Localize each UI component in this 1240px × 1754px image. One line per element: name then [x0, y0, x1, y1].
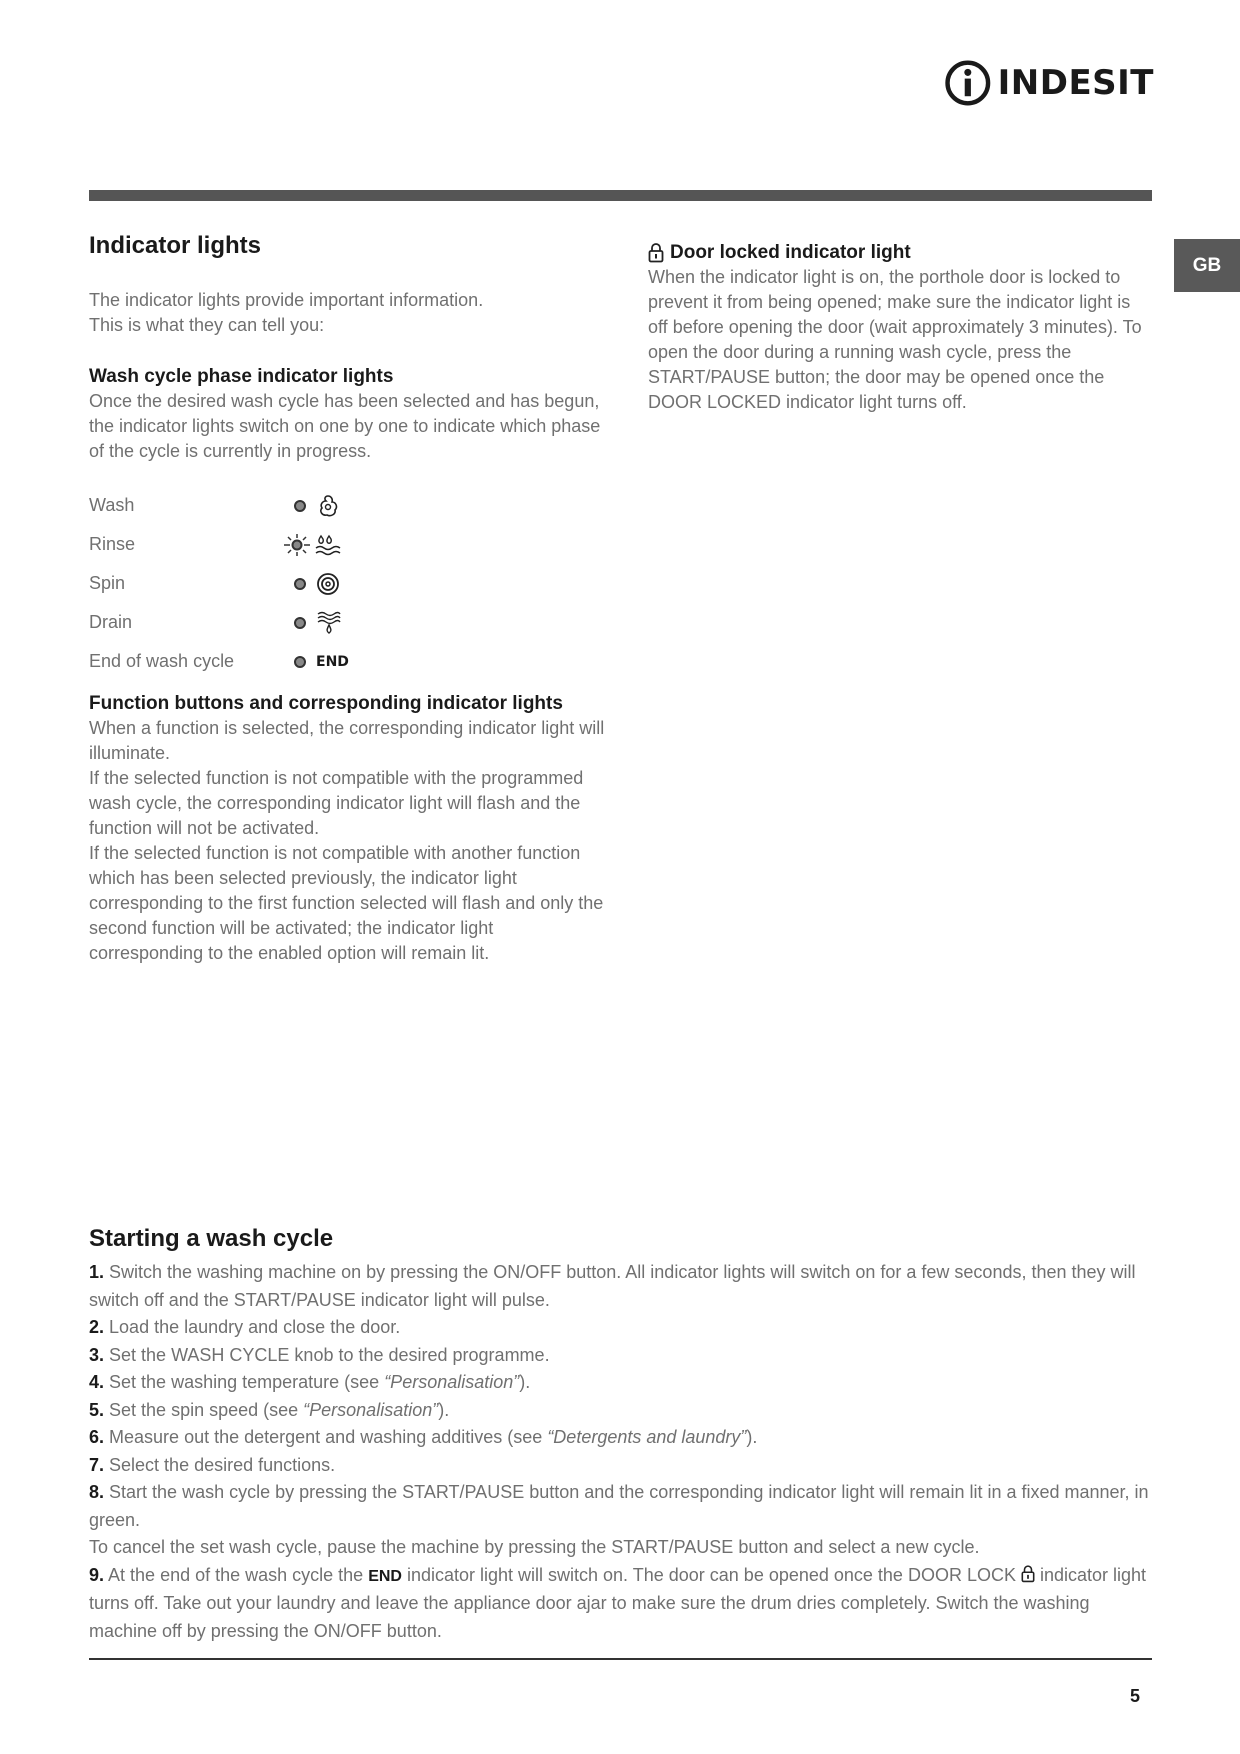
right-column	[648, 240, 1153, 415]
brand-logo	[944, 54, 1154, 112]
flashing-indicator-icon	[282, 533, 312, 557]
phase-label: Wash	[89, 495, 135, 515]
list-item: 7. Select the desired functions.	[89, 1454, 336, 1475]
header-rule	[89, 190, 1152, 201]
function-paragraph-1: When a function is selected, the corresponding indicator light will illuminate.	[89, 718, 605, 763]
cancel-note: To cancel the set wash cycle, pause the machine by pressing the START/PAUSE button and select a new cycle.	[89, 1537, 980, 1557]
list-item: 8. Start the wash cycle by pressing the START/PAUSE button and the corresponding indicator light will remain lit in a fixed manner, in green.	[89, 1482, 1149, 1530]
function-title: Function buttons and corresponding indicator lights	[89, 693, 563, 714]
function-paragraph-3: If the selected function is not compatible with another function which has been selected previously, the indicator light corresponding to the first function selected will flash and only the second function will be activated; the indicator light corresponding to the enabled option will remain lit.	[89, 843, 604, 963]
indicator-dot	[294, 656, 306, 668]
phase-table	[89, 486, 609, 681]
brand-name: INDESIT	[997, 63, 1154, 103]
indicator-dot	[294, 578, 306, 590]
end-label: END	[316, 653, 349, 670]
list-item: 5. Set the spin speed (see “Personalisation”).	[89, 1399, 450, 1420]
list-item: 1. Switch the washing machine on by pressing the ON/OFF button. All indicator lights will switch on for a few seconds, then they will switch off and the START/PAUSE indicator light will pulse.	[89, 1262, 1136, 1310]
door-locked-text: When the indicator light is on, the porthole door is locked to prevent it from being opened; make sure the indicator light is off before opening the door (wait approximately 3 minutes). To open the door during a running wash cycle, press the START/PAUSE button; the door may be opened once the DOOR LOCKED indicator light turns off.	[648, 267, 1142, 412]
door-locked-heading	[648, 240, 1153, 265]
rinse-icon	[314, 534, 342, 556]
starting-title: Starting a wash cycle	[89, 1225, 334, 1252]
phase-section	[89, 364, 609, 464]
list-item: 4. Set the washing temperature (see “Personalisation”).	[89, 1372, 531, 1392]
wash-icon	[316, 493, 340, 519]
footer-rule	[89, 1658, 1152, 1660]
drain-icon	[316, 610, 342, 636]
door-locked-title: Door locked indicator light	[670, 242, 911, 263]
list-item: 6. Measure out the detergent and washing additives (see “Detergents and laundry”).	[89, 1427, 758, 1447]
indicator-dot	[294, 500, 306, 512]
phase-row-rinse	[89, 525, 609, 564]
list-item: 2. Load the laundry and close the door.	[89, 1317, 401, 1337]
intro-line-2: This is what they can tell you:	[89, 315, 325, 335]
list-item: 9. At the end of the wash cycle the END indicator light will switch on. The door can be opened once the DOOR LOCK indicator light turns off. Take out your laundry and leave the appliance door ajar to make sure the drum dries completely. Switch the washing machine off by pressing the ON/OFF button.	[89, 1564, 1147, 1641]
intro	[89, 288, 609, 338]
function-section	[89, 691, 609, 966]
list-item: 3. Set the WASH CYCLE knob to the desired programme.	[89, 1344, 550, 1365]
lock-icon	[648, 243, 664, 263]
phase-row-drain	[89, 603, 609, 642]
end-inline-label: END	[368, 1567, 402, 1585]
phase-label: Spin	[89, 573, 126, 593]
page-number: 5	[1130, 1686, 1141, 1706]
phase-label: Drain	[89, 612, 133, 632]
indesit-logo-icon	[944, 56, 992, 110]
phase-title: Wash cycle phase indicator lights	[89, 366, 394, 387]
steps-list	[89, 1259, 1152, 1645]
left-column	[89, 232, 609, 966]
function-paragraph-2: If the selected function is not compatible with the programmed wash cycle, the corresponding indicator light will flash and the function will not be activated.	[89, 768, 584, 838]
phase-text: Once the desired wash cycle has been selected and has begun, the indicator lights switch on one by one to indicate which phase of the cycle is currently in progress.	[89, 391, 601, 461]
spin-icon	[316, 572, 340, 596]
intro-line-1: The indicator lights provide important information.	[89, 290, 484, 310]
indicator-dot	[294, 617, 306, 629]
starting-section	[89, 1225, 1152, 1645]
language-tab: GB	[1174, 239, 1240, 292]
phase-label: End of wash cycle	[89, 651, 235, 671]
phase-row-end	[89, 642, 609, 681]
phase-label: Rinse	[89, 534, 136, 554]
phase-row-wash	[89, 486, 609, 525]
phase-row-spin	[89, 564, 609, 603]
indicator-lights-title: Indicator lights	[89, 232, 262, 259]
lock-icon	[1021, 1565, 1035, 1583]
